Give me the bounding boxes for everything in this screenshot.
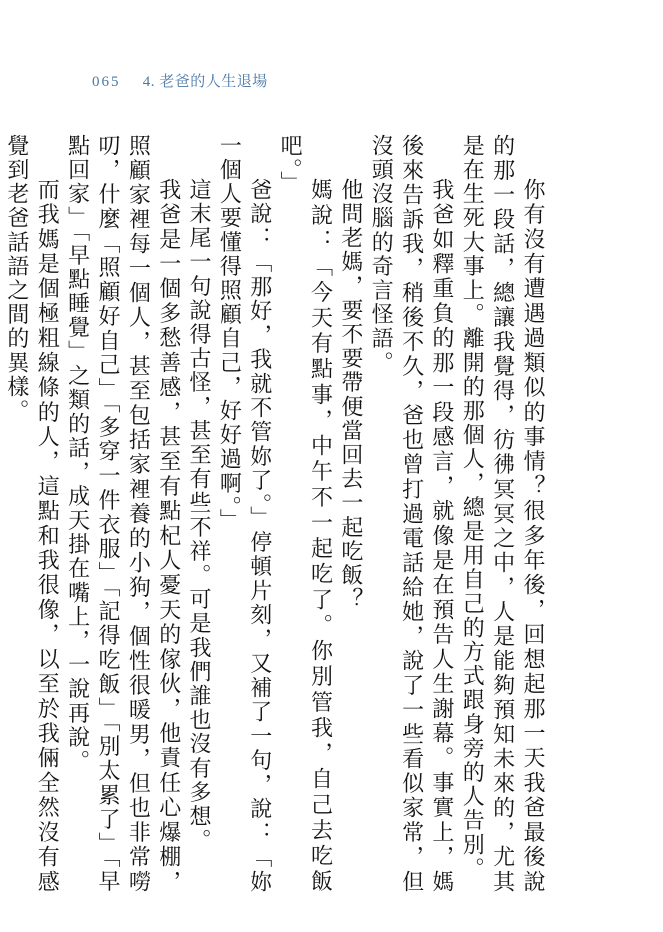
chapter-title: 4. 老爸的人生退場 — [142, 74, 268, 90]
paragraph: 媽說：「今天有點事，中午不一起吃了。你別管我，自己去吃飯吧。」 — [277, 134, 333, 894]
running-head — [92, 70, 268, 91]
paragraph: 我爸是一個多愁善感，甚至有點杞人憂天的傢伙，他責任心爆棚，照顧家裡每一個人，甚至包括家裡養的小狗，個性很暖男，但也非常嘮叨，什麼「照顧好自己」「多穿一件衣服」「記得吃飯」「別太累了」「早點回家」「早點睡覺」之類的話，成天掛在嘴上，一說再說。 — [64, 134, 181, 894]
page-number: 065 — [92, 74, 121, 90]
body-text — [1, 134, 547, 894]
paragraph: 他問老媽，要不要帶便當回去一起吃飯？ — [337, 178, 363, 612]
paragraph: 這末尾一句說得古怪，甚至有些不祥。可是我們誰也沒有多想。 — [186, 178, 212, 853]
paragraph: 你有沒有遭遇過類似的事情？很多年後，回想起那一天我爸最後說的那一段話，總讓我覺得，彷彿冥冥之中，人是能夠預知未來的，尤其是在生死大事上。離開的那個人，總是用自己的方式跟身旁的人告別。 — [459, 134, 545, 894]
paragraph: 爸說：「那好，我就不管妳了。」停頓片刻，又補了一句，說：「妳一個人要懂得照顧自己，好好過啊。」 — [216, 134, 272, 894]
paragraph: 而我媽是個極粗線條的人，這點和我很像，以至於我倆全然沒有感覺到老爸話語之間的異樣。 — [3, 134, 60, 894]
paragraph: 我爸如釋重負的那一段感言，就像是在預告人生謝幕。事實上，媽後來告訴我，稍後不久，爸也曾打過電話給她，說了一些看似家常，但沒頭沒腦的奇言怪語。 — [368, 134, 454, 894]
